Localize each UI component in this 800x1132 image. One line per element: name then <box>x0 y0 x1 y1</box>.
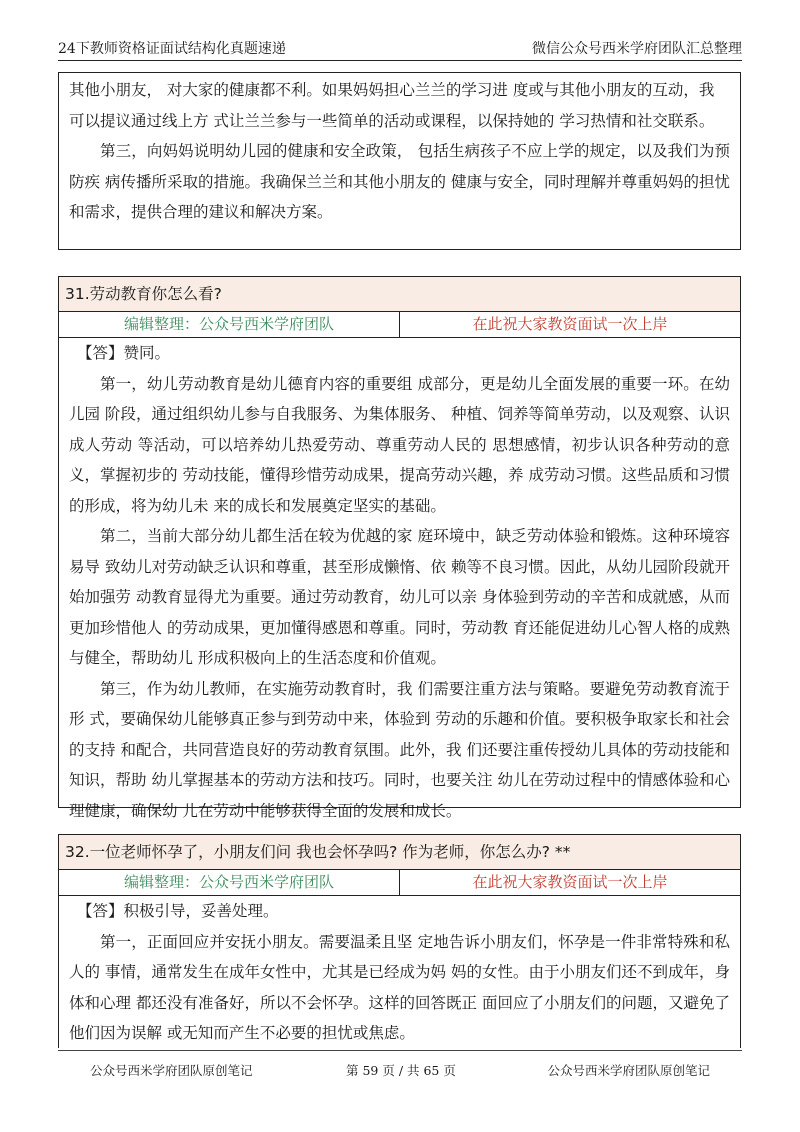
question-31-title: 31.劳动教育你怎么看? <box>59 277 740 312</box>
question-31-info-row <box>59 312 740 338</box>
answer-paragraph-2: 第二，当前大部分幼儿都生活在较为优越的家 庭环境中，缺乏劳动体验和锻炼。这种环境容易导 致幼儿对劳动缺乏认识和尊重，甚至形成懒惰、依 赖等不良习惯。因此，从幼儿园阶段就开始加强劳 动教育显得尤为重要。通过劳动教育，幼儿可以亲 身体验到劳动的辛苦和成就感，从而更加珍惜他人 的劳动成果，更加懂得感恩和尊重。同时，劳动教 育还能促进幼儿心智人格的成熟与健全，帮助幼儿 形成积极向上的生活态度和价值观。 <box>69 527 730 667</box>
answer-paragraph-1: 第一，幼儿劳动教育是幼儿德育内容的重要组 成部分，更是幼儿全面发展的重要一环。在幼儿园 阶段，通过组织幼儿参与自我服务、为集体服务、 种植、饲养等简单劳动，以及观察、认识成人劳动 等活动，可以培养幼儿热爱劳动、尊重劳动人民的 思想感情，初步认识各种劳动的意义，掌握初步的 劳动技能，懂得珍惜劳动成果，提高劳动兴趣，养 成劳动习惯。这些品质和习惯的形成，将为幼儿未 来的成长和发展奠定坚实的基础。 <box>69 374 730 515</box>
answer-continuation-box <box>58 72 741 250</box>
continuation-line-1: 其他小朋友， 对大家的健康都不利。如果妈妈担心兰兰的学习进 度或与其他小朋友的互动，我 <box>69 81 715 99</box>
answer-lead: 【答】积极引导，妥善处理。 <box>77 902 279 920</box>
question-31-box <box>58 276 741 820</box>
page-footer <box>58 1050 742 1081</box>
wish-text: 在此祝大家教资面试一次上岸 <box>472 873 668 891</box>
question-32-title: 32.一位老师怀孕了，小朋友们问 我也会怀孕吗? 作为老师，你怎么办? ** <box>59 835 740 870</box>
continuation-line-2: 可以提议通过线上方 式让兰兰参与一些简单的活动或课程，以保持她的 学习热情和社交联系。 <box>69 111 715 130</box>
question-32-box <box>58 834 741 1048</box>
footer-left: 公众号西米学府团队原创笔记 <box>90 1063 253 1078</box>
continuation-paragraph-3: 第三，向妈妈说明幼儿园的健康和安全政策， 包括生病孩子不应上学的规定，以及我们为预防疾 病传播所采取的措施。我确保兰兰和其他小朋友的 健康与安全，同时理解并尊重妈妈的担忧和需求，提供合理的建议和解决方案。 <box>69 142 730 221</box>
question-32-info-row <box>59 870 740 896</box>
editor-credit: 编辑整理：公众号西米学府团队 <box>59 312 400 337</box>
answer-lead: 【答】赞同。 <box>77 344 171 362</box>
page-header <box>58 34 742 61</box>
answer-paragraph-1: 第一，正面回应并安抚小朋友。需要温柔且坚 定地告诉小朋友们，怀孕是一件非常特殊和私人的 事情，通常发生在成年女性中，尤其是已经成为妈 妈的女性。由于小朋友们还不到成年，身体和心理 都还没有准备好，所以不会怀孕。这样的回答既正 面回应了小朋友们的问题，又避免了他们因为误解 或无知而产生不必要的担忧或焦虑。 <box>69 932 730 1042</box>
wish-text: 在此祝大家教资面试一次上岸 <box>472 315 668 333</box>
footer-right: 公众号西米学府团队原创笔记 <box>547 1063 710 1078</box>
page-number: 第 59 页 / 共 65 页 <box>346 1063 456 1078</box>
header-right-title: 微信公众号西米学府团队汇总整理 <box>532 41 742 57</box>
header-left-title: 24下教师资格证面试结构化真题速递 <box>58 41 286 57</box>
editor-credit: 编辑整理：公众号西米学府团队 <box>59 870 400 895</box>
answer-paragraph-3: 第三，作为幼儿教师，在实施劳动教育时，我 们需要注重方法与策略。要避免劳动教育流于形 式，要确保幼儿能够真正参与到劳动中来，体验到 劳动的乐趣和价值。要积极争取家长和社会的支持 和配合，共同营造良好的劳动教育氛围。此外，我 们还要注重传授幼儿具体的劳动技能和知识，帮助 幼儿掌握基本的劳动方法和技巧。同时，也要关注 幼儿在劳动过程中的情感体验和心理健康，确保幼 儿在劳动中能够获得全面的发展和成长。 <box>69 679 730 820</box>
